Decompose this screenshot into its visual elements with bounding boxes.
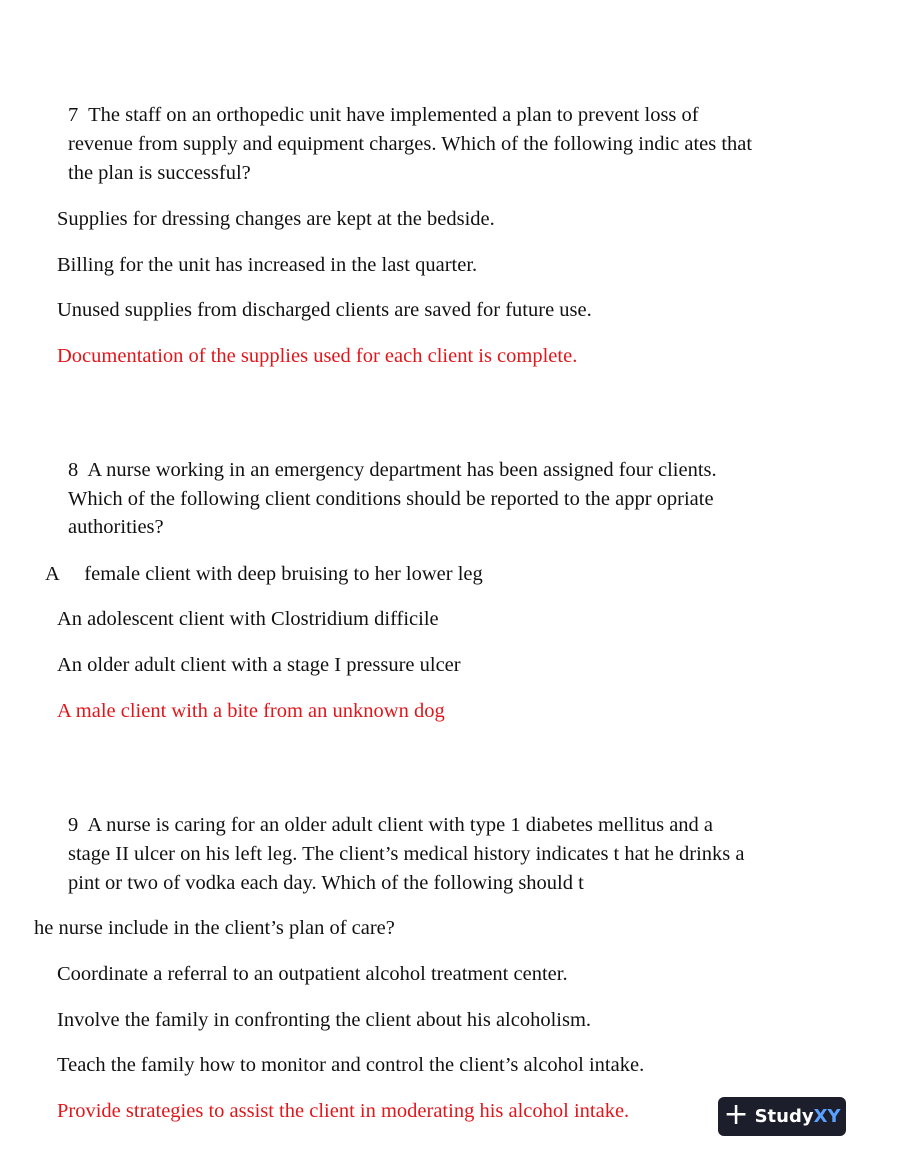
question-9-option-1: Coordinate a referral to an outpatient alcohol treatment center. (57, 963, 568, 985)
question-8-option-3: An older adult client with a stage I pressure ulcer (57, 654, 461, 676)
question-7-stem-line-1: 7 The staff on an orthopedic unit have implemented a plan to prevent loss of (68, 104, 699, 126)
question-8-correct-answer: A male client with a bite from an unknown dog (57, 700, 445, 722)
question-7-stem-line-2: revenue from supply and equipment charges. Which of the following indic ates that (68, 133, 753, 155)
question-7-option-3: Unused supplies from discharged clients are saved for future use. (57, 299, 592, 321)
brand-main: Study (754, 1106, 814, 1127)
question-7-stem-line-3: the plan is successful? (68, 162, 251, 184)
question-7-correct-answer: Documentation of the supplies used for each client is complete. (57, 345, 578, 367)
question-7-option-1: Supplies for dressing changes are kept at the bedside. (57, 208, 495, 230)
studyxy-watermark-badge[interactable] (718, 1097, 846, 1136)
question-9-option-2: Involve the family in confronting the client about his alcoholism. (57, 1009, 592, 1031)
plus-icon: + (723, 1097, 749, 1132)
brand-accent: XY (813, 1106, 841, 1127)
question-9-stem-line-3: pint or two of vodka each day. Which of the following should t (68, 872, 584, 894)
question-8-stem-line-3: authorities? (68, 516, 164, 538)
question-9-stem-line-4: he nurse include in the client’s plan of care? (34, 917, 395, 939)
question-9-correct-answer: Provide strategies to assist the client in moderating his alcohol intake. (57, 1100, 630, 1122)
question-9-stem-line-1: 9 A nurse is caring for an older adult client with type 1 diabetes mellitus and a (68, 814, 714, 836)
question-8-stem-line-2: Which of the following client conditions should be reported to the appr opriate (68, 488, 714, 510)
question-7-option-2: Billing for the unit has increased in the last quarter. (57, 254, 478, 276)
question-8-option-1: A female client with deep bruising to her lower leg (45, 563, 483, 585)
question-9-stem-line-2: stage II ulcer on his left leg. The client’s medical history indicates t hat he drinks a (68, 843, 745, 865)
question-8-option-2: An adolescent client with Clostridium difficile (57, 608, 439, 630)
question-9-option-3: Teach the family how to monitor and control the client’s alcohol intake. (57, 1054, 645, 1076)
question-8-stem-line-1: 8 A nurse working in an emergency department has been assigned four clients. (68, 459, 717, 481)
